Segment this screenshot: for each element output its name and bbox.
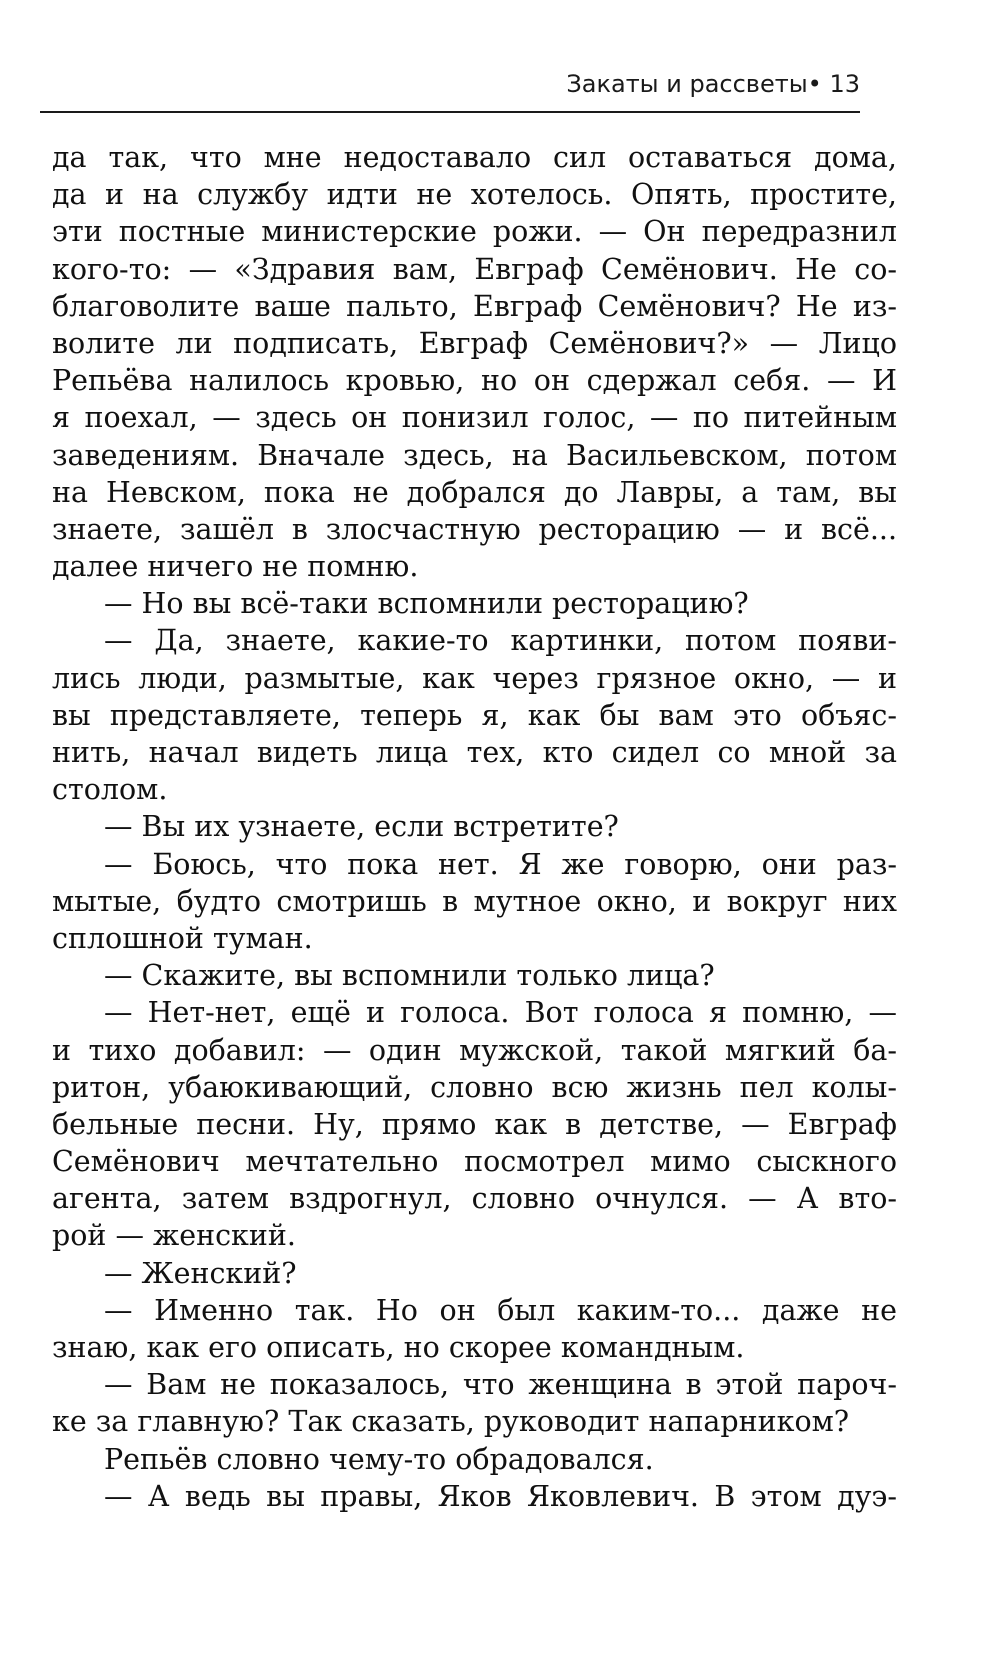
body-text xyxy=(52,139,897,1515)
text-line: — Вам не показалось, что женщина в этой пароч- xyxy=(104,1368,897,1402)
text-line: лись люди, размытые, как через грязное окно, — и xyxy=(52,661,897,695)
text-line: — Но вы всё-таки вспомнили ресторацию? xyxy=(104,587,749,621)
running-head xyxy=(40,70,860,98)
text-line: рой — женский. xyxy=(52,1219,296,1253)
text-line: сплошной туман. xyxy=(52,921,313,955)
text-line: далее ничего не помню. xyxy=(52,550,419,584)
text-line: заведениям. Вначале здесь, на Васильевском, потом xyxy=(52,438,897,472)
text-line: — Скажите, вы вспомнили только лица? xyxy=(104,959,715,993)
text-line: ритон, убаюкивающий, словно всю жизнь пел колы- xyxy=(52,1070,897,1104)
text-line: ке за главную? Так сказать, руководит напарником? xyxy=(52,1405,850,1439)
text-line: знаю, как его описать, но скорее командным. xyxy=(52,1331,745,1364)
text-line: Репьёва налилось кровью, но он сдержал себя. — И xyxy=(52,364,897,398)
header-rule xyxy=(40,111,860,113)
text-line: — Да, знаете, какие-то картинки, потом появи- xyxy=(104,624,897,658)
running-head-title: Закаты и рассветы xyxy=(566,70,808,98)
text-line: нить, начал видеть лица тех, кто сидел со мной за xyxy=(52,736,897,769)
running-head-separator: • xyxy=(807,70,822,98)
page-number: 13 xyxy=(829,70,860,98)
text-line: — Боюсь, что пока нет. Я же говорю, они раз- xyxy=(104,847,897,881)
text-line: на Невском, пока не добрался до Лавры, а там, вы xyxy=(52,475,897,509)
text-line: — Женский? xyxy=(104,1256,297,1290)
text-line: да так, что мне недоставало сил оставаться дома, xyxy=(52,141,897,174)
text-line: волите ли подписать, Евграф Семёнович?» — Лицо xyxy=(52,326,897,360)
text-line: вы представляете, теперь я, как бы вам это объяс- xyxy=(52,698,897,732)
text-line: да и на службу идти не хотелось. Опять, простите, xyxy=(52,178,897,212)
text-line: благоволите ваше пальто, Евграф Семёнович? Не из- xyxy=(52,289,897,323)
text-line: Семёнович мечтательно посмотрел мимо сыскного xyxy=(52,1145,897,1179)
text-line: бельные песни. Ну, прямо как в детстве, — Евграф xyxy=(52,1107,897,1141)
text-line: — Вы их узнаете, если встретите? xyxy=(104,810,619,844)
text-line: — Именно так. Но он был каким-то... даже не xyxy=(104,1293,897,1327)
text-line: — Нет-нет, ещё и голоса. Вот голоса я помню, — xyxy=(104,996,897,1030)
text-line: кого-то: — «Здравия вам, Евграф Семёнович. Не со- xyxy=(52,252,897,286)
text-line: — А ведь вы правы, Яков Яковлевич. В этом дуэ- xyxy=(104,1479,897,1513)
text-line: и тихо добавил: — один мужской, такой мягкий ба- xyxy=(52,1033,897,1067)
text-line: знаете, зашёл в злосчастную ресторацию — и всё... xyxy=(52,512,897,546)
text-line: я поехал, — здесь он понизил голос, — по питейным xyxy=(52,401,897,435)
text-line: мытые, будто смотришь в мутное окно, и вокруг них xyxy=(52,884,897,918)
text-line: столом. xyxy=(52,773,168,807)
text-line: эти постные министерские рожи. — Он передразнил xyxy=(52,215,897,249)
text-line: агента, затем вздрогнул, словно очнулся. — А вто- xyxy=(52,1182,897,1216)
text-line: Репьёв словно чему-то обрадовался. xyxy=(104,1442,654,1476)
